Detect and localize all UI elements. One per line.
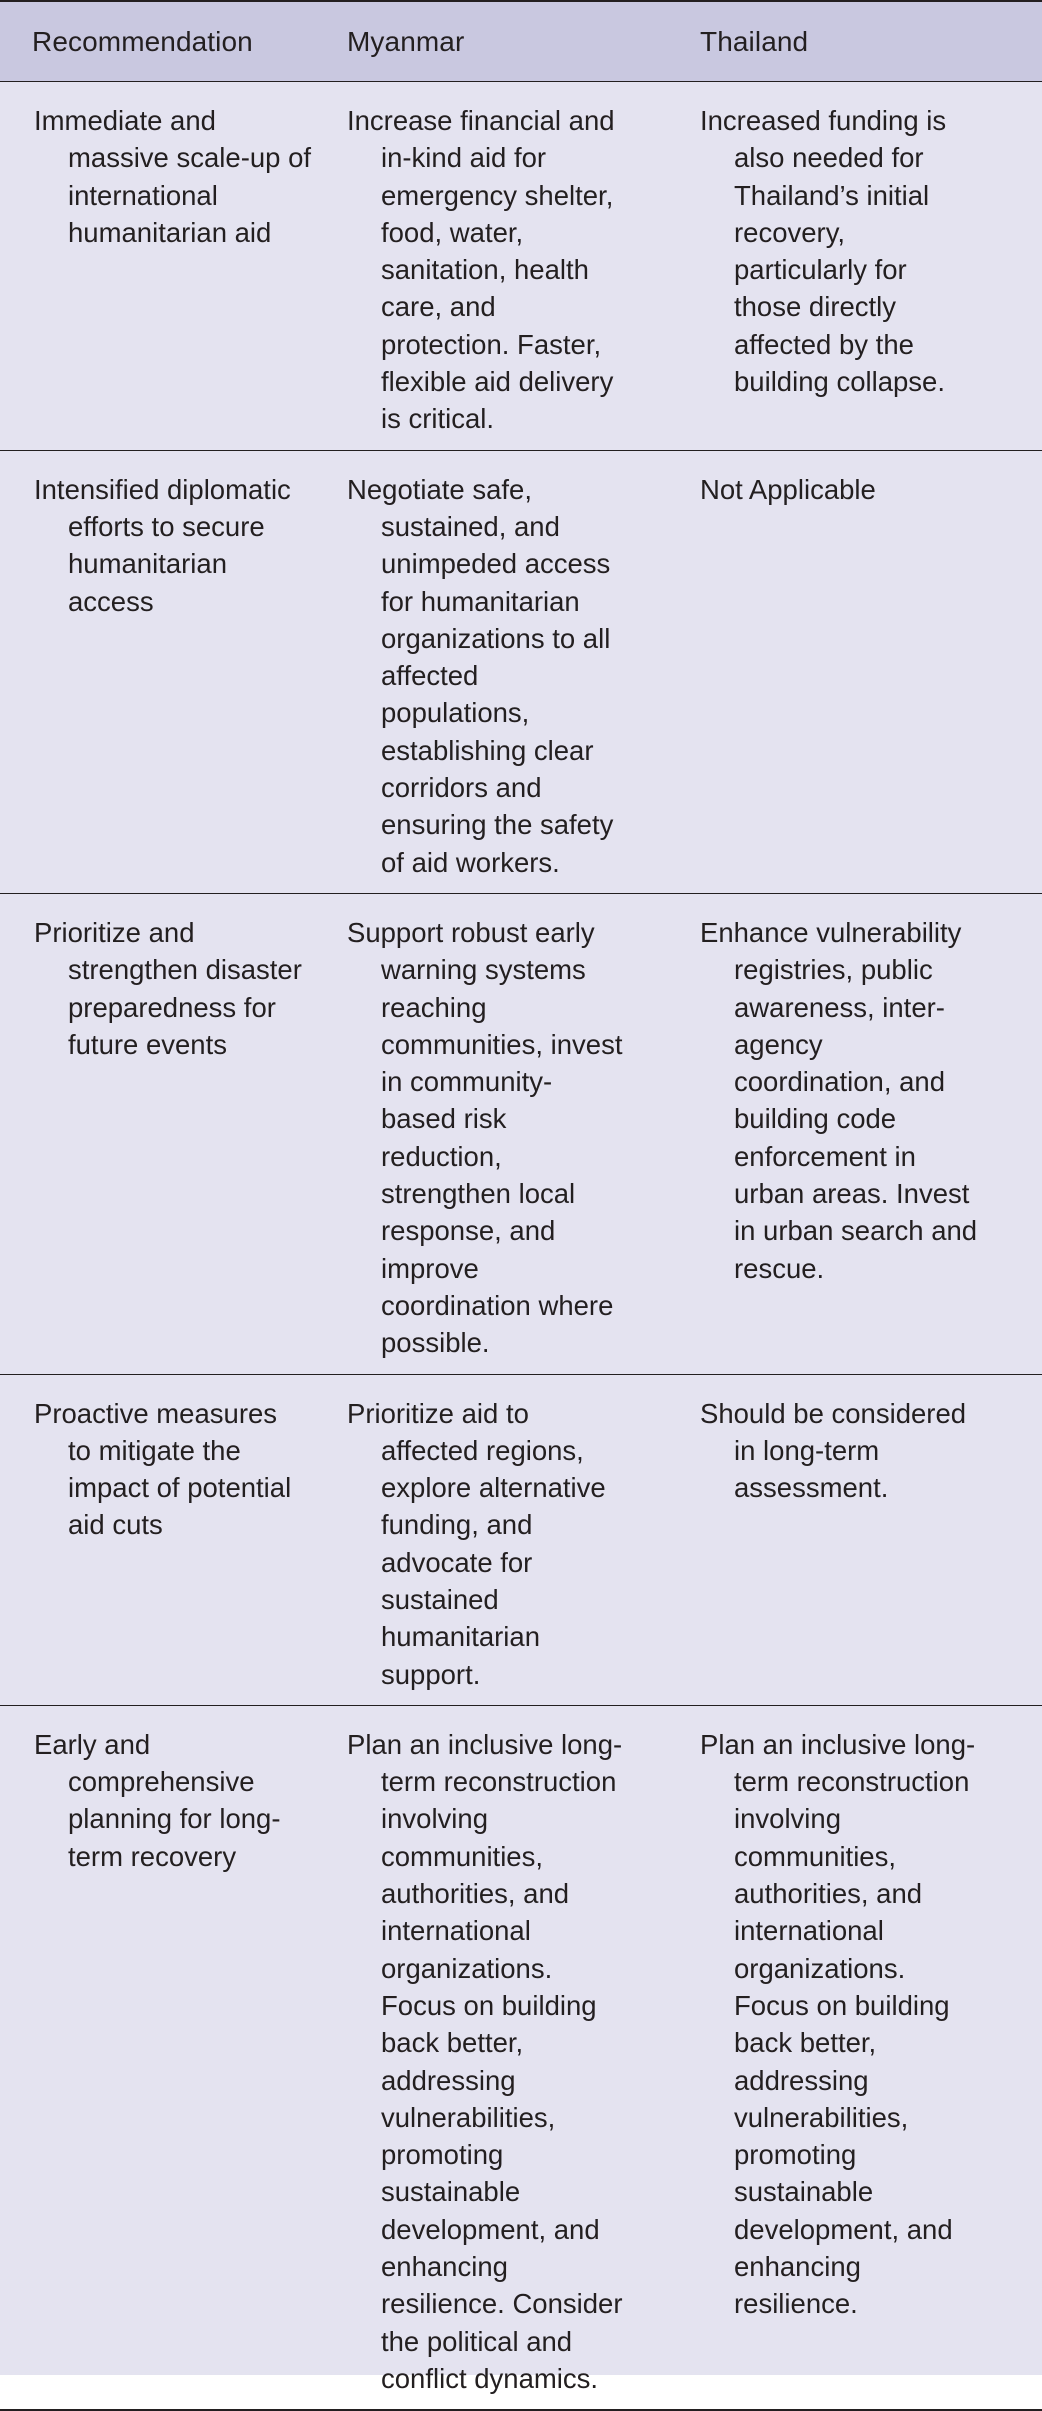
cell-line: particularly for (734, 254, 907, 286)
cell-myanmar (333, 893, 680, 1374)
cell-line: addressing (381, 2064, 516, 2096)
cell-line: response, and (381, 1215, 556, 1247)
cell-line: Increased funding is (700, 105, 947, 136)
cell-line: term reconstruction (734, 1766, 970, 1798)
header-thailand: Thailand (680, 1, 1042, 82)
cell-line: is critical. (381, 403, 495, 435)
cell-line: organizations to all (381, 622, 611, 654)
cell-line: Plan an inclusive long- (700, 1728, 976, 1760)
cell-line: resilience. (734, 2288, 858, 2320)
cell-recommendation-text (34, 1395, 325, 1544)
cell-thailand (680, 1705, 1042, 2410)
cell-thailand (680, 82, 1042, 451)
cell-myanmar-text (347, 1395, 670, 1693)
cell-thailand (680, 1374, 1042, 1705)
cell-line: involving (381, 1803, 489, 1835)
cell-line: building collapse. (734, 366, 945, 398)
cell-line: Early and (34, 1728, 151, 1760)
cell-line: possible. (381, 1327, 490, 1359)
cell-recommendation-text (34, 1726, 325, 1875)
cell-line: emergency shelter, (381, 179, 614, 211)
cell-line: humanitarian (68, 548, 227, 580)
cell-line: vulnerabilities, (734, 2101, 909, 2133)
cell-line: protection. Faster, (381, 328, 602, 360)
cell-line: Should be considered (700, 1397, 967, 1429)
cell-line: communities, (734, 1840, 896, 1872)
cell-thailand-text (700, 471, 1026, 508)
cell-line: funding, and (381, 1509, 533, 1541)
cell-line: awareness, inter- (734, 991, 945, 1023)
cell-myanmar (333, 1705, 680, 2410)
header-recommendation: Recommendation (0, 1, 333, 82)
cell-line: in-kind aid for (381, 142, 547, 174)
cell-line: impact of potential (68, 1472, 292, 1504)
cell-line: enforcement in (734, 1140, 916, 1172)
cell-recommendation (0, 1705, 333, 2410)
cell-line: support. (381, 1658, 481, 1690)
cell-recommendation-text (34, 102, 325, 251)
cell-line: enhancing (734, 2251, 861, 2283)
cell-line: in community- (381, 1066, 553, 1098)
cell-line: ensuring the safety (381, 809, 614, 841)
cell-recommendation-text (34, 914, 325, 1063)
cell-line: massive scale-up of (68, 142, 312, 174)
cell-line: the political and (381, 2325, 573, 2357)
cell-line: back better, (734, 2027, 877, 2059)
cell-line: back better, (381, 2027, 524, 2059)
cell-line: comprehensive (68, 1766, 255, 1798)
cell-line: promoting (734, 2139, 857, 2171)
cell-line: preparedness for (68, 991, 276, 1023)
cell-line: Not Applicable (700, 473, 876, 505)
table-row (0, 450, 1042, 893)
cell-thailand (680, 450, 1042, 893)
cell-line: coordination where (381, 1289, 614, 1321)
cell-line: humanitarian aid (68, 216, 272, 248)
cell-line: Plan an inclusive long- (347, 1728, 623, 1760)
cell-thailand-text (700, 914, 1026, 1287)
cell-line: reaching (381, 991, 487, 1023)
cell-thailand-text (700, 102, 1026, 400)
cell-line: sanitation, health (381, 254, 589, 286)
cell-myanmar-text (347, 1726, 670, 2397)
cell-line: explore alternative (381, 1472, 606, 1504)
table-body (0, 82, 1042, 2411)
cell-line: warning systems (381, 954, 586, 986)
cell-line: assessment. (734, 1472, 889, 1504)
cell-line: conflict dynamics. (381, 2362, 599, 2394)
cell-line: addressing (734, 2064, 869, 2096)
cell-line: humanitarian (381, 1621, 540, 1653)
cell-line: Focus on building (381, 1989, 597, 2021)
cell-line: Intensified diplomatic (34, 473, 291, 505)
cell-line: future events (68, 1028, 227, 1060)
header-row (0, 1, 1042, 82)
cell-line: improve (381, 1252, 479, 1284)
cell-line: in urban search and (734, 1215, 978, 1247)
cell-line: promoting (381, 2139, 504, 2171)
cell-myanmar (333, 1374, 680, 1705)
cell-line: registries, public (734, 954, 933, 986)
cell-line: strengthen local (381, 1178, 576, 1210)
cell-line: advocate for (381, 1546, 533, 1578)
cell-line: urban areas. Invest (734, 1178, 970, 1210)
cell-line: development, and (734, 2213, 953, 2245)
cell-line: unimpeded access (381, 548, 611, 580)
cell-line: to mitigate the (68, 1434, 241, 1466)
cell-line: Prioritize aid to (347, 1397, 529, 1429)
cell-line: Immediate and (34, 105, 216, 136)
cell-recommendation-text (34, 471, 325, 620)
cell-line: care, and (381, 291, 496, 323)
cell-recommendation (0, 82, 333, 451)
cell-line: Support robust early (347, 916, 595, 948)
cell-thailand-text (700, 1395, 1026, 1507)
cell-line: rescue. (734, 1252, 825, 1284)
table-row (0, 1374, 1042, 1705)
cell-line: affected by the (734, 328, 914, 360)
cell-line: for humanitarian (381, 585, 580, 617)
cell-line: based risk (381, 1103, 507, 1135)
cell-line: aid cuts (68, 1509, 163, 1541)
cell-line: Enhance vulnerability (700, 916, 962, 948)
cell-line: populations, (381, 697, 530, 729)
cell-line: communities, invest (381, 1028, 623, 1060)
cell-line: Proactive measures (34, 1397, 278, 1429)
cell-line: planning for long- (68, 1803, 281, 1835)
cell-recommendation (0, 1374, 333, 1705)
cell-line: affected (381, 660, 479, 692)
cell-line: international (68, 179, 218, 211)
cell-line: Focus on building (734, 1989, 950, 2021)
cell-line: efforts to secure (68, 510, 265, 542)
table-header (0, 1, 1042, 82)
cell-line: organizations. (381, 1952, 553, 1984)
cell-line: organizations. (734, 1952, 906, 1984)
cell-myanmar (333, 82, 680, 451)
cell-myanmar-text (347, 914, 670, 1362)
cell-line: affected regions, (381, 1434, 584, 1466)
cell-myanmar-text (347, 102, 670, 438)
cell-line: in long-term (734, 1434, 880, 1466)
cell-myanmar (333, 450, 680, 893)
cell-line: strengthen disaster (68, 954, 302, 986)
cell-line: Thailand’s initial (734, 179, 930, 211)
cell-line: sustainable (381, 2176, 521, 2208)
cell-line: recovery, (734, 216, 846, 248)
cell-line: sustainable (734, 2176, 874, 2208)
cell-line: authorities, and (381, 1878, 570, 1910)
cell-myanmar-text (347, 471, 670, 881)
cell-line: term recovery (68, 1840, 237, 1872)
cell-line: development, and (381, 2213, 600, 2245)
cell-line: agency (734, 1028, 823, 1060)
cell-line: sustained, and (381, 510, 560, 542)
cell-recommendation (0, 450, 333, 893)
cell-line: Increase financial and (347, 105, 615, 136)
table-row (0, 1705, 1042, 2410)
cell-line: corridors and (381, 772, 542, 804)
cell-line: involving (734, 1803, 842, 1835)
header-myanmar: Myanmar (333, 1, 680, 82)
cell-line: international (381, 1915, 531, 1947)
cell-line: also needed for (734, 142, 924, 174)
cell-line: access (68, 585, 154, 617)
cell-line: reduction, (381, 1140, 502, 1172)
cell-line: those directly (734, 291, 897, 323)
cell-line: Prioritize and (34, 916, 195, 948)
cell-line: coordination, and (734, 1066, 945, 1098)
table-row (0, 893, 1042, 1374)
cell-line: resilience. Consider (381, 2288, 623, 2320)
cell-line: flexible aid delivery (381, 366, 614, 398)
cell-line: establishing clear (381, 734, 594, 766)
cell-line: enhancing (381, 2251, 508, 2283)
cell-line: term reconstruction (381, 1766, 617, 1798)
cell-line: food, water, (381, 216, 524, 248)
cell-thailand (680, 893, 1042, 1374)
table-row (0, 82, 1042, 451)
cell-line: vulnerabilities, (381, 2101, 556, 2133)
cell-line: sustained (381, 1583, 499, 1615)
cell-line: international (734, 1915, 884, 1947)
cell-line: communities, (381, 1840, 543, 1872)
cell-line: of aid workers. (381, 846, 560, 878)
cell-line: building code (734, 1103, 897, 1135)
cell-recommendation (0, 893, 333, 1374)
cell-line: authorities, and (734, 1878, 923, 1910)
cell-line: Negotiate safe, (347, 473, 532, 505)
cell-thailand-text (700, 1726, 1026, 2323)
